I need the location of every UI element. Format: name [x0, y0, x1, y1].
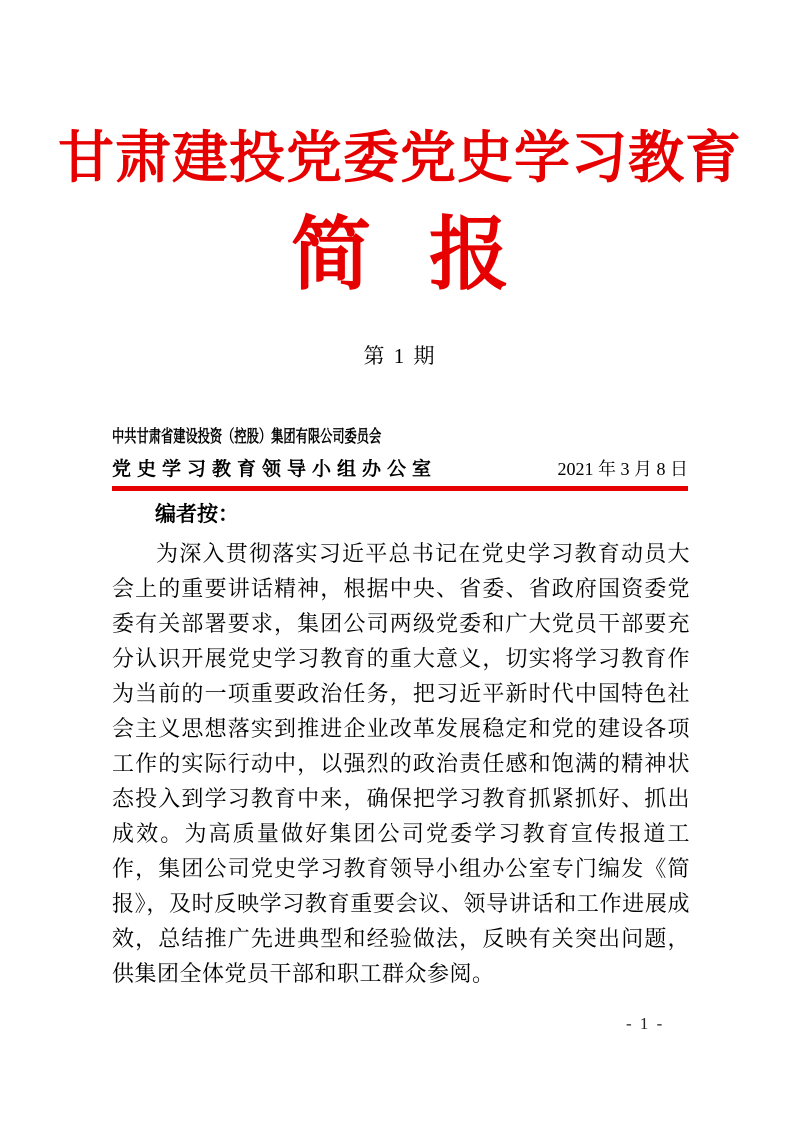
masthead-block — [112, 422, 688, 491]
issuer-line-2: 党史学习教育领导小组办公室 — [112, 459, 438, 480]
issue-number: 第 1 期 — [363, 344, 437, 368]
red-divider — [112, 486, 688, 491]
subtitle-char-bao: 报 — [429, 212, 509, 300]
bulletin-title: 甘肃建投党委党史学习教育 — [58, 126, 742, 189]
bulletin-subtitle — [0, 212, 800, 302]
editor-note-label: 编者按： — [155, 503, 239, 526]
masthead-row — [112, 454, 688, 481]
issue-date: 2021 年 3 月 8 日 — [557, 459, 688, 479]
subtitle-char-jian: 简 — [291, 212, 371, 300]
page-number: - 1 - — [626, 1014, 665, 1033]
editor-note — [112, 501, 690, 991]
issuer-line-1: 中共甘肃省建设投资（控股）集团有限公司委员会 — [112, 427, 382, 446]
editor-note-body: 为深入贯彻落实习近平总书记在党史学习教育动员大会上的重要讲话精神，根据中央、省委、省政府国资委党委有关部署要求，集团公司两级党委和广大党员干部要充分认识开展党史学习教育的重大意义，切实将学习教育作为当前的一项重要政治任务，把习近平新时代中国特色社会主义思想落实到推进企业改革发展稳定和党的建设各项工作的实际行动中，以强烈的政治责任感和饱满的精神状态投入到学习教育中来，确保把学习教育抓紧抓好、抓出成效。为高质量做好集团公司党委学习教育宣传报道工作，集团公司党史学习教育领导小组办公室专门编发《简报》，及时反映学习教育重要会议、领导讲话和工作进展成效，总结推广先进典型和经验做法，反映有关突出问题，供集团全体党员干部和职工群众参阅。 — [112, 541, 690, 986]
